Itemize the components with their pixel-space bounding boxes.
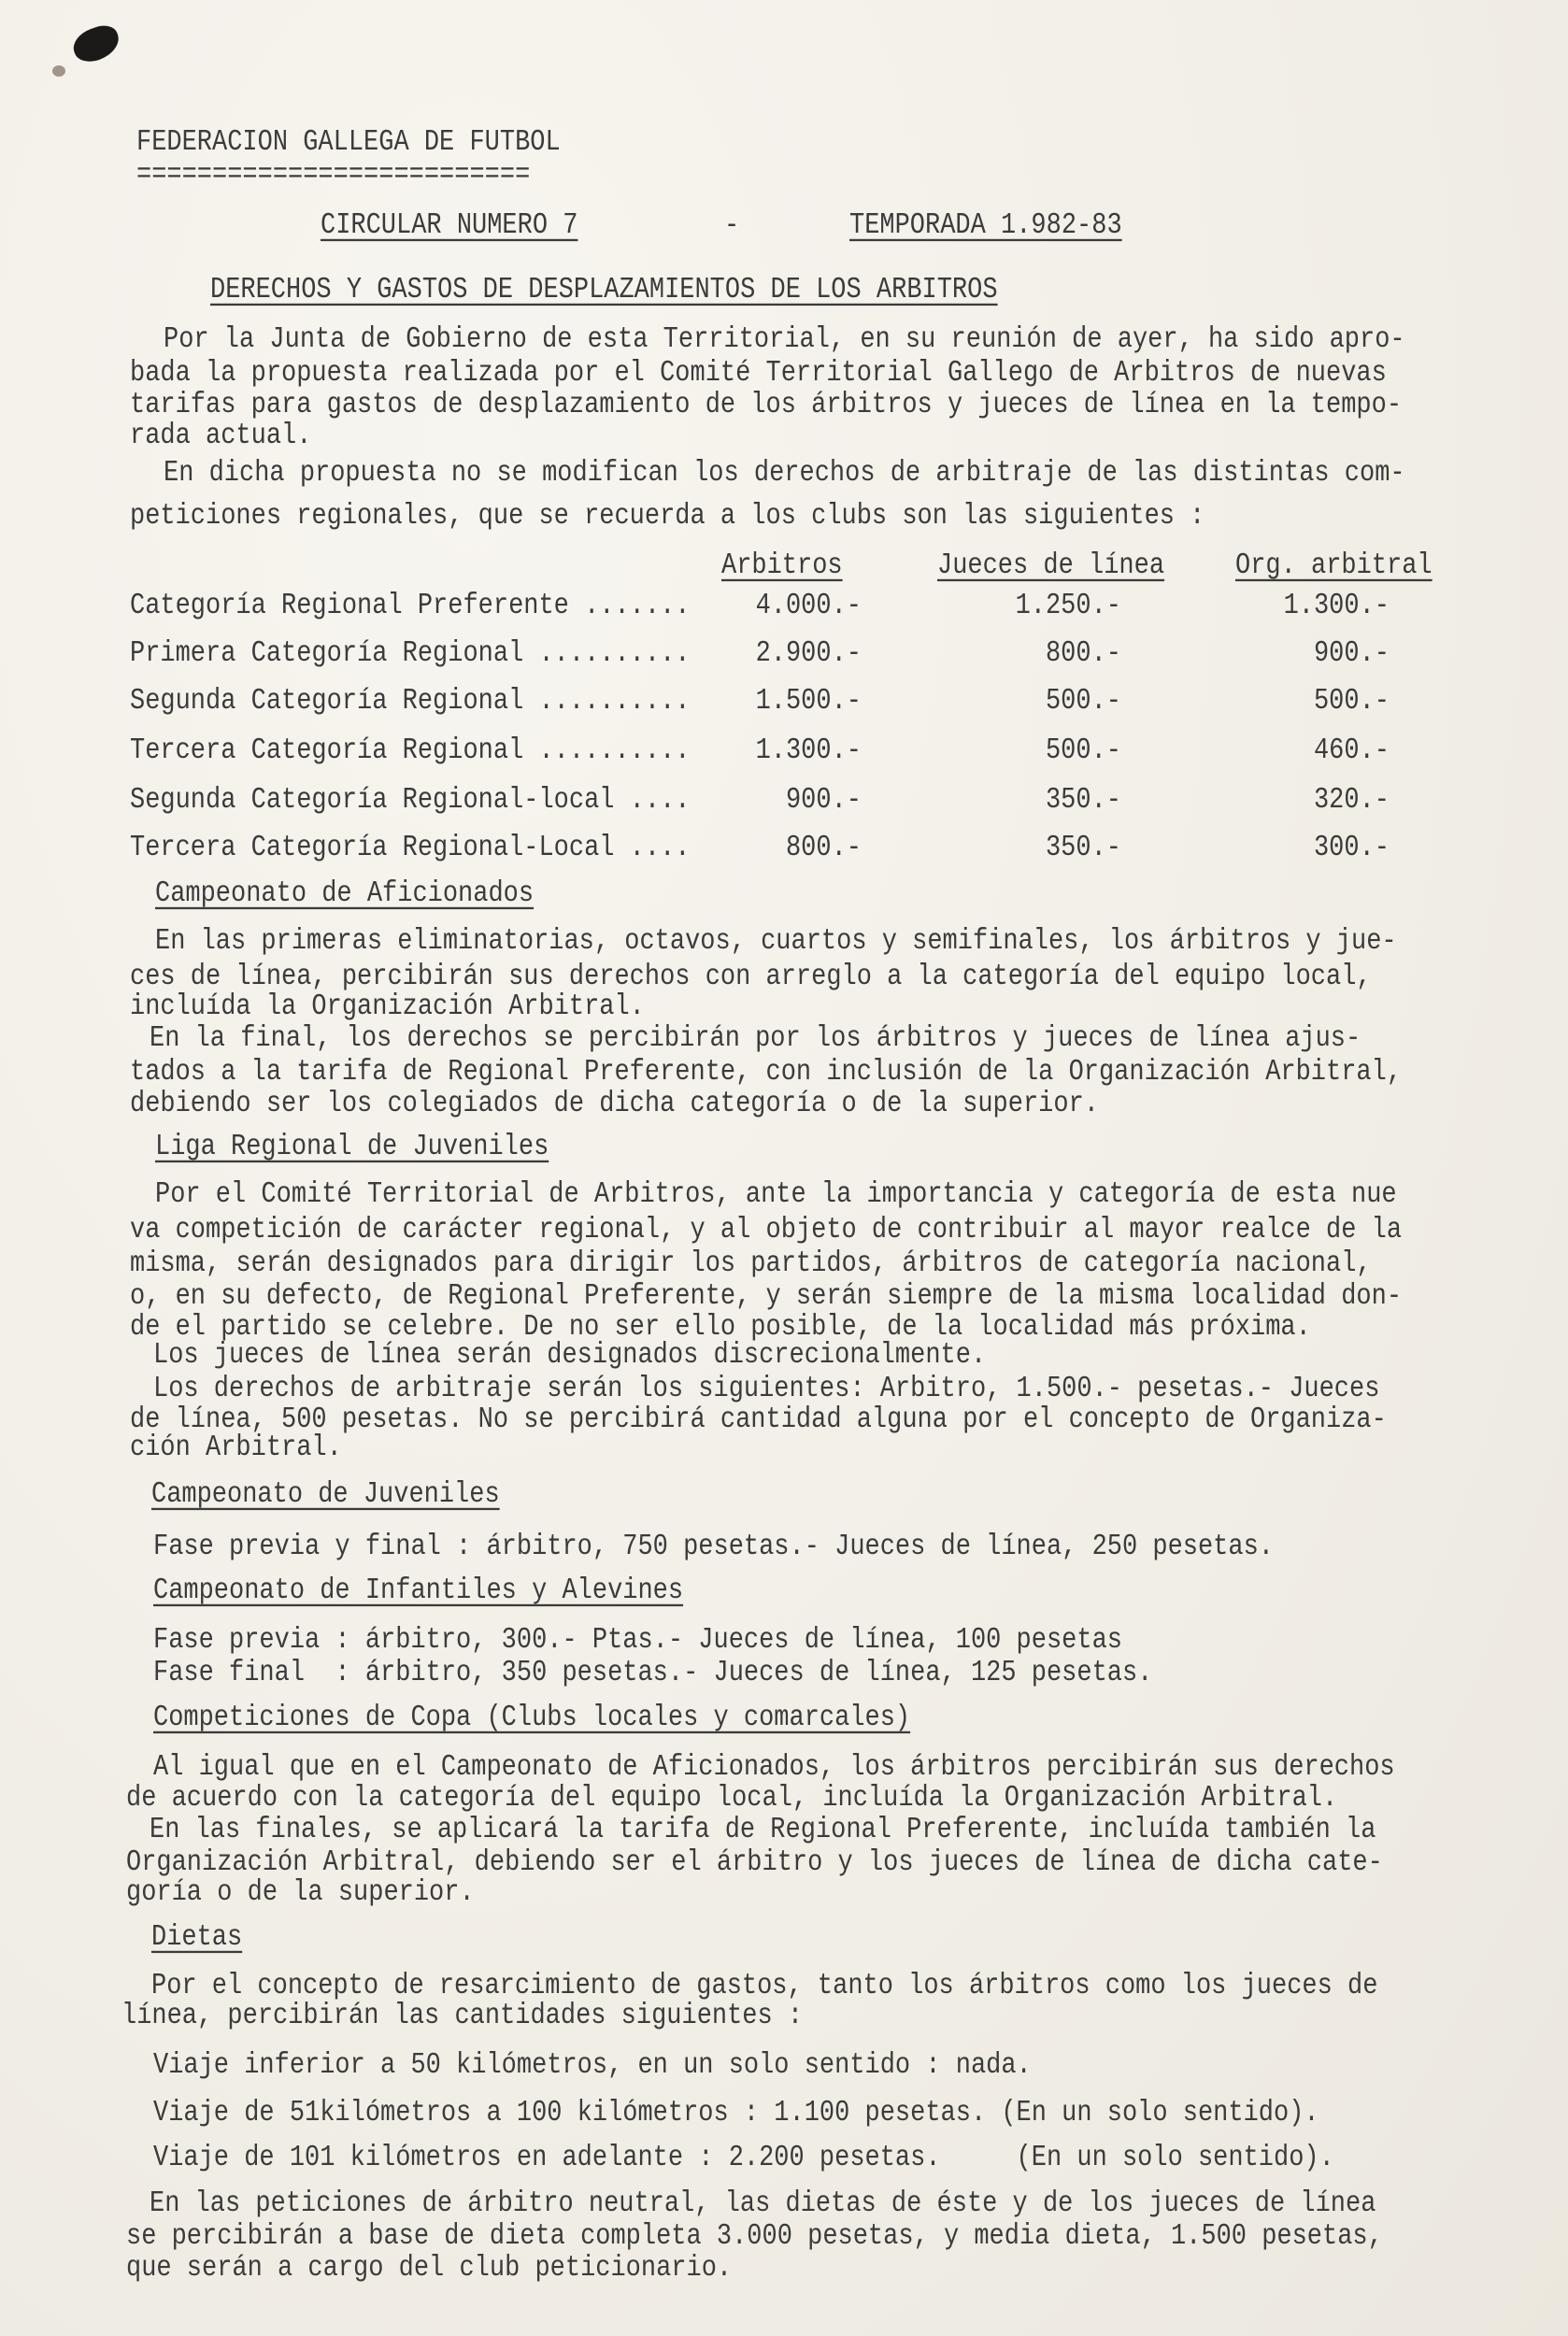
travel-rate-line: Viaje de 101 kilómetros en adelante : 2.200 pesetas. (En un solo sentido). <box>153 2142 1334 2175</box>
body-line: Fase previa : árbitro, 300.- Ptas.- Jueces de línea, 100 pesetas <box>153 1624 1122 1658</box>
season: TEMPORADA 1.982-83 <box>849 209 1122 243</box>
body-line: Organización Arbitral, debiendo ser el árbitro y los jueces de línea de dicha cate- <box>126 1846 1383 1880</box>
section-heading-juveniles: Campeonato de Juveniles <box>151 1478 500 1512</box>
cell-arbitros: 800.- <box>785 832 862 865</box>
intro-line: tarifas para gastos de desplazamiento de los árbitros y jueces de línea en la tempo- <box>130 389 1403 422</box>
intro-line: Por la Junta de Gobierno de esta Territorial, en su reunión de ayer, ha sido apro- <box>164 323 1405 357</box>
body-line: tados a la tarifa de Regional Preferente, con inclusión de la Organización Arbitral, <box>130 1056 1403 1090</box>
column-header-org: Org. arbitral <box>1235 549 1433 583</box>
cell-org: 460.- <box>1313 734 1390 768</box>
body-line: Los jueces de línea serán designados discrecionalmente. <box>153 1339 987 1373</box>
intro-line: bada la propuesta realizada por el Comité Territorial Gallego de Arbitros de nuevas <box>130 357 1387 391</box>
cell-org: 300.- <box>1313 832 1390 865</box>
body-line: va competición de carácter regional, y al objeto de contribuir al mayor realce de la <box>130 1214 1403 1247</box>
body-line: Fase final : árbitro, 350 pesetas.- Jueces de línea, 125 pesetas. <box>153 1657 1153 1690</box>
body-line: misma, serán designados para dirigir los partidos, árbitros de categoría nacional, <box>130 1247 1372 1281</box>
body-line: de el partido se celebre. De no ser ello posible, de la localidad más próxima. <box>130 1311 1311 1345</box>
body-line: línea, percibirán las cantidades siguientes : <box>121 2000 804 2033</box>
cell-org: 1.300.- <box>1283 590 1390 623</box>
row-label: Primera Categoría Regional .......... <box>130 637 691 671</box>
intro-line: peticiones regionales, que se recuerda a los clubs son las siguientes : <box>130 500 1205 534</box>
body-line: debiendo ser los colegiados de dicha categoría o de la superior. <box>130 1088 1099 1121</box>
body-line: incluída la Organización Arbitral. <box>130 990 645 1024</box>
cell-jueces: 500.- <box>1045 734 1121 768</box>
body-line: En las peticiones de árbitro neutral, las dietas de éste y de los jueces de línea <box>150 2187 1376 2221</box>
cell-org: 320.- <box>1313 784 1390 818</box>
section-heading-infantiles: Campeonato de Infantiles y Alevines <box>153 1574 684 1608</box>
section-heading-aficionados: Campeonato de Aficionados <box>155 877 535 911</box>
body-line: ción Arbitral. <box>130 1432 342 1465</box>
cell-jueces: 350.- <box>1045 784 1121 818</box>
cell-jueces: 500.- <box>1045 685 1121 719</box>
cell-jueces: 1.250.- <box>1015 590 1121 623</box>
body-line: Fase previa y final : árbitro, 750 pesetas.- Jueces de línea, 250 pesetas. <box>153 1531 1274 1564</box>
body-line: En la final, los derechos se percibirán por los árbitros y jueces de línea ajus- <box>150 1022 1361 1056</box>
body-line: que serán a cargo del club peticionario. <box>126 2252 733 2286</box>
section-heading-copa: Competiciones de Copa (Clubs locales y comarcales) <box>153 1702 911 1735</box>
cell-org: 900.- <box>1313 637 1390 671</box>
body-line: de acuerdo con la categoría del equipo local, incluída la Organización Arbitral. <box>126 1782 1338 1816</box>
paper-stain <box>52 65 65 77</box>
row-label: Categoría Regional Preferente ....... <box>130 590 691 623</box>
header-dash: - <box>724 209 740 243</box>
cell-jueces: 350.- <box>1045 832 1121 865</box>
body-line: Por el Comité Territorial de Arbitros, ante la importancia y categoría de esta nue <box>155 1178 1397 1212</box>
section-heading-dietas: Dietas <box>151 1921 243 1955</box>
body-line: de línea, 500 pesetas. No se percibirá cantidad alguna por el concepto de Organiza- <box>130 1403 1387 1437</box>
body-line: Los derechos de arbitraje serán los siguientes: Arbitro, 1.500.- pesetas.- Jueces <box>153 1373 1380 1406</box>
body-line: ces de línea, percibirán sus derechos con arreglo a la categoría del equipo local, <box>130 961 1372 994</box>
body-line: En las finales, se aplicará la tarifa de Regional Preferente, incluída también la <box>150 1814 1376 1847</box>
cell-org: 500.- <box>1313 685 1390 719</box>
row-label: Segunda Categoría Regional-local .... <box>130 784 691 818</box>
section-heading-liga-juveniles: Liga Regional de Juveniles <box>155 1131 549 1164</box>
intro-line: rada actual. <box>130 420 312 453</box>
travel-rate-line: Viaje inferior a 50 kilómetros, en un solo sentido : nada. <box>153 2049 1032 2083</box>
intro-line: En dicha propuesta no se modifican los derechos de arbitraje de las distintas com- <box>164 457 1405 491</box>
travel-rate-line: Viaje de 51kilómetros a 100 kilómetros : 1.100 pesetas. (En un solo sentido). <box>153 2097 1319 2130</box>
paper-damage-mark <box>69 21 124 66</box>
column-header-arbitros: Arbitros <box>721 549 843 583</box>
organization-name: FEDERACION GALLEGA DE FUTBOL <box>136 126 561 160</box>
cell-arbitros: 2.900.- <box>755 637 862 671</box>
body-line: Al igual que en el Campeonato de Aficionados, los árbitros percibirán sus derechos <box>153 1751 1395 1785</box>
column-header-jueces: Jueces de línea <box>937 549 1165 583</box>
document-title: DERECHOS Y GASTOS DE DESPLAZAMIENTOS DE LOS ARBITROS <box>210 274 998 307</box>
cell-arbitros: 1.500.- <box>755 685 862 719</box>
body-line: En las primeras eliminatorias, octavos, cuartos y semifinales, los árbitros y jue- <box>155 925 1397 959</box>
body-line: se percibirán a base de dieta completa 3.000 pesetas, y media dieta, 1.500 pesetas, <box>126 2220 1383 2254</box>
body-line: o, en su defecto, de Regional Preferente, y serán siempre de la misma localidad don- <box>130 1280 1403 1314</box>
cell-arbitros: 1.300.- <box>755 734 862 768</box>
body-line: goría o de la superior. <box>126 1876 475 1910</box>
header-rule: ========================== <box>136 159 531 192</box>
row-label: Tercera Categoría Regional-Local .... <box>130 832 691 865</box>
body-line: Por el concepto de resarcimiento de gastos, tanto los árbitros como los jueces de <box>151 1970 1378 2003</box>
circular-number: CIRCULAR NUMERO 7 <box>321 209 578 243</box>
cell-jueces: 800.- <box>1045 637 1121 671</box>
row-label: Segunda Categoría Regional .......... <box>130 685 691 719</box>
cell-arbitros: 4.000.- <box>755 590 862 623</box>
cell-arbitros: 900.- <box>785 784 862 818</box>
row-label: Tercera Categoría Regional .......... <box>130 734 691 768</box>
